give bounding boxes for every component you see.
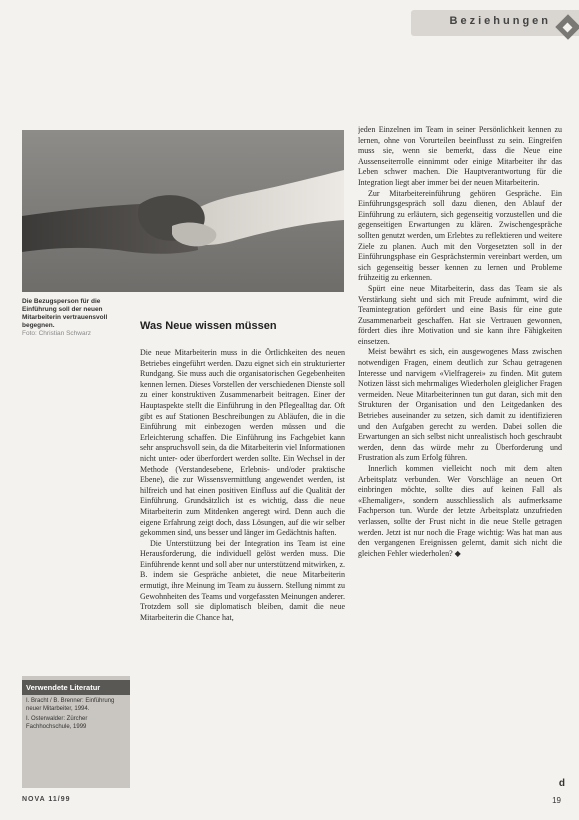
- photo-credit: Foto: Christian Schwarz: [22, 330, 91, 337]
- article-column-left: [140, 348, 345, 786]
- section-title: Beziehungen: [449, 15, 551, 27]
- literature-title: Verwendete Literatur: [22, 680, 130, 695]
- literature-item: I. Bracht / B. Brenner: Einführung neuer Mitarbeiter, 1994.: [26, 698, 115, 712]
- article-column-right: [358, 125, 562, 805]
- paragraph: Die neue Mitarbeiterin muss in die Örtlichkeiten des neuen Betriebes eingeführt werden. Dazu eignet sich ein strukturierter Rundgang. Sie muss auch die organisatorischen Gegebenheiten kennen lernen. Dieses Vorstellen der verschiedenen Dienste soll zu einer konstruktiven Zusammenarbeit beitragen. Einer der Hauptaspekte stellt die Einführung in den Pflegealltag dar. Oft gibt es auf Stationen Beschreibungen zu Abläufen, die in die Einführung mit einbezogen werden müssen und die Erleichterung schaffen. Die Einführung ins Fachgebiet kann sehr anspruchsvoll sein, da die Mitarbeiterin viel Informationen nicht unter- oder überfordert werden sollte. Ein Wechsel in der Methode (Verstandesebene, Erlebnis- und/oder praktische Ebene), die zur Wissensvermittlung angewendet werden, ist hilfreich und hat einen positiven Einfluss auf die Qualität der Einführung. Grundsätzlich ist es wichtig, dass die neue Mitarbeiterin zum Mitdenken angeregt wird. Denn auch die eigene Erfahrung zeigt doch, dass Lösungen, auf die wir selber gekommen sind, uns besser und länger im Gedächtnis haften.: [140, 348, 345, 538]
- handshake-photo: [22, 130, 344, 292]
- literature-box: [22, 676, 130, 788]
- handshake-image: [22, 130, 344, 292]
- magazine-name: NOVA 11/99: [22, 796, 71, 803]
- paragraph: Innerlich kommen vielleicht noch mit dem alten Arbeitsplatz verbunden. Wer Vorschläge an neuen Ort einbringen möchte, sollte dies auf keinen Fall als «Ehemaliger», sondern ausschliesslich als aufmerksame Fachperson tun. Wurde der letzte Arbeitsplatz unzufrieden verlassen, sollte der Frust nicht in die neue Stelle getragen werden. Jetzt ist nur noch die Frage wichtig: Was hat man aus den vergangenen Ereignissen gelernt, damit sich nicht die gleichen Fehler wiederholen? ◆: [358, 464, 562, 558]
- paragraph: Die Unterstützung bei der Integration ins Team ist eine Herausforderung, die individuell gelöst werden muss. Die Einführende kennt und soll aber nur unterstützend mitwirken, z. B. indem sie Gespräche anbietet, die neue Mitarbeiterin ermutigt, ihre Meinung im Team zu äussern. Stellung nimmt zu Gewohnheiten des Teams und vorgefassten Meinungen anderer. Trotzdem soll sie diplomatisch bleiben, damit die neue Mitarbeiterin die Chance hat,: [140, 538, 345, 622]
- paragraph: Meist bewährt es sich, ein ausgewogenes Mass zwischen notwendigen Fragen, einem deutlich zur Schau getragenen Interesse und narvigem «Vielfragerei» zu finden. Mit gutem Notizen lässt sich mehrmaliges Wiederholen gleiglicher Fragen vermeiden. Neue Mitarbeiterinnen tun gut daran, sich mit den Strukturen der Organisation und den Leitgedanken des Betriebes auseinander zu setzen, sich damit zu identifizieren und den Aufgaben gerecht zu werden. Dabei sollen die Erwartungen an sich selbst nicht unrealistisch hoch geschraubt werden, denn das würde mehr zu Überforderung und Frustration als zum Erfolg führen.: [358, 347, 562, 463]
- page-number: 19: [552, 796, 561, 805]
- footer-mark: d: [558, 778, 565, 789]
- paragraph: jeden Einzelnen im Team in seiner Persönlichkeit kennen zu lernen, ohne von Vorurteilen beeinflusst zu sein. Eingreifen muss sie, wenn sie bemerkt, dass die Neue eine Aussenseiterrolle einnimmt oder einige Mitarbeiter ihr das Leben schwer machen. Die Hauptverantwortung für die Integration liegt aber immer bei der neuen Mitarbeiterin.: [358, 125, 562, 187]
- literature-item: I. Osterwalder: Zürcher Fachhochschule, 1999: [26, 716, 88, 730]
- paragraph: Zur Mitarbeitereinführung gehören Gespräche. Ein Einführungsgespräch soll dazu dienen, den Ablauf der Einführung zu erläutern, sich gegenseitig vorzustellen und die gegenseitigen Erwartungen zu klären. Zwischengespräche sollten genutzt werden, um Erlebtes zu reflektieren und weitere Ziele zu planen. Auch mit den Vorgesetzten soll in der Einführungsphase ein Gesprächstermin vereinbart werden, um sich gegenseitig besser kennen zu lernen und Probleme frühzeitig zu erkennen.: [358, 188, 562, 283]
- article-heading: Was Neue wissen müssen: [140, 320, 277, 332]
- paragraph: Spürt eine neue Mitarbeiterin, dass das Team sie als Verstärkung sieht und sich mit Freude aufnimmt, wird die Teamintegration gefördert und eine Basis für eine gute Zusammenarbeit geschaffen. Hat sie Vertrauen gewonnen, fördert dies ihre Motivation und sie kann ihre Fähigkeiten einsetzen.: [358, 283, 562, 346]
- photo-caption: [22, 298, 130, 338]
- photo-caption-text: Die Bezugsperson für die Einführung soll der neuen Mitarbeiterin vertrauensvoll begegnen.: [22, 298, 108, 329]
